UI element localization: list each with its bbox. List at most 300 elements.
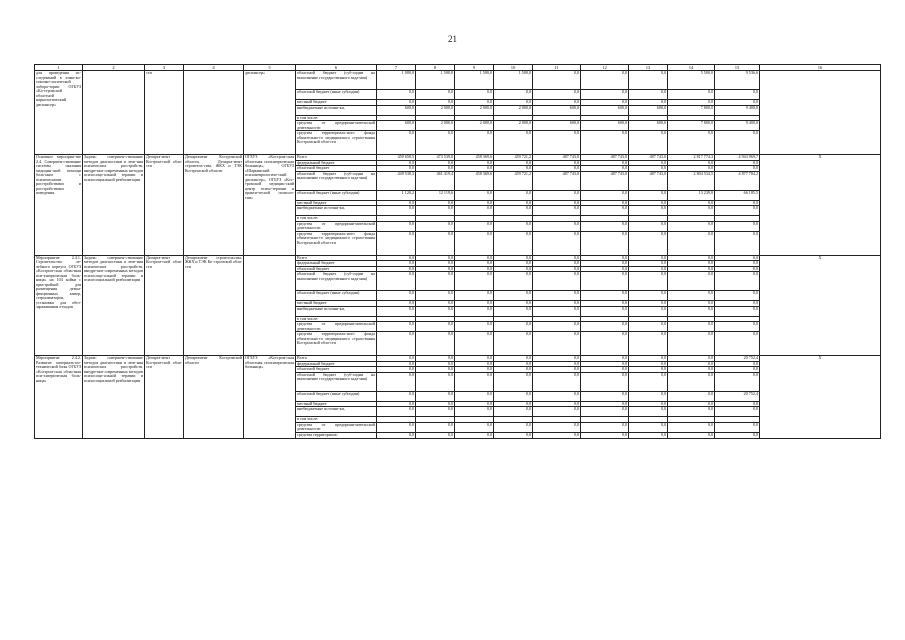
amount-cell: 0,0 (533, 361, 581, 367)
column-number: 5 (244, 65, 296, 71)
amount-cell: 0,0 (455, 255, 494, 261)
funding-source-label: местный бюджет (296, 200, 377, 206)
block-c3: сти (145, 71, 184, 155)
amount-cell: 0,0 (629, 266, 668, 272)
budget-table (34, 64, 881, 439)
amount-cell: 0,0 (494, 407, 533, 417)
amount-cell: 0,0 (629, 401, 668, 407)
funding-source-label: областной бюджет (296, 266, 377, 272)
amount-cell: 0,0 (494, 391, 533, 401)
block-c16: X (760, 356, 881, 439)
amount-cell: 0,0 (416, 266, 455, 272)
amount-cell: 0,0 (715, 160, 760, 166)
amount-cell: 0,0 (668, 291, 715, 301)
funding-source-label: в том числе: (296, 417, 377, 423)
amount-cell: 0,0 (581, 322, 629, 332)
block-c1: Мероприятие 2.4.1. Строительство ле-чебного корпуса ОГБУЗ «Костром-ская областная пси-хиатрическая боль-ница» на 104 койки с пристройкой для размещения дезин-фекционных камер, стерилизаторов, установки для обез-зараживания отходов (35, 255, 83, 356)
amount-cell: 0,0 (715, 322, 760, 332)
amount-cell: 0,0 (715, 407, 760, 417)
block-c5: ОГБУЗ «Костром-ская областная психиатрическая больница», ОГБУЗ «Шарьинский психоневрологиче-ский диспансер», ОГБУЗ «Кос-тромской медицин-ский центр психо-терапии и практи-ческой психоло-гии» (244, 155, 296, 256)
table-body (35, 65, 881, 439)
amount-cell: 0,0 (494, 266, 533, 272)
amount-cell: 0,0 (533, 372, 581, 391)
funding-source-label: внебюджетные источни-ки, (296, 206, 377, 216)
amount-cell: 0,0 (377, 266, 416, 272)
amount-cell: 0,0 (455, 322, 494, 332)
amount-cell: 0,0 (581, 422, 629, 432)
amount-cell: 0,0 (416, 422, 455, 432)
funding-source-label: областной бюджет (суб-сидии на выполнение государственного зада-ния) (296, 372, 377, 391)
amount-cell: 459 721,2 (494, 155, 533, 161)
funding-source-label: в том числе: (296, 316, 377, 322)
amount-cell: 487 743,0 (533, 171, 581, 190)
amount-cell: 0,0 (494, 306, 533, 316)
funding-source-label: областной бюджет (суб-сидии на выполнение государственного зада-ния) (296, 71, 377, 90)
amount-cell: 0,0 (455, 306, 494, 316)
amount-cell: 0,0 (494, 372, 533, 391)
amount-cell: 2 000,0 (455, 121, 494, 131)
amount-cell: 0,0 (629, 291, 668, 301)
amount-cell: 0,0 (494, 221, 533, 231)
amount-cell: 20 752,4 (715, 391, 760, 401)
amount-cell: 487 743,0 (581, 171, 629, 190)
amount-cell: 600,0 (377, 121, 416, 131)
funding-source-label: областной бюджет (суб-сидии на выполнение государственного зада-ния) (296, 272, 377, 291)
amount-cell: 0,0 (377, 401, 416, 407)
budget-row (35, 71, 881, 90)
amount-cell: 0,0 (416, 131, 455, 155)
amount-cell: 0,0 (533, 206, 581, 216)
amount-cell: 0,0 (533, 432, 581, 438)
amount-cell: 0,0 (533, 422, 581, 432)
amount-cell: 0,0 (533, 221, 581, 231)
amount-cell: 0,0 (629, 261, 668, 267)
amount-cell: 0,0 (494, 272, 533, 291)
amount-cell: 0,0 (581, 90, 629, 100)
amount-cell: 0,0 (455, 166, 494, 172)
amount-cell: 0,0 (416, 306, 455, 316)
amount-cell: 4 943 969,7 (715, 155, 760, 161)
amount-cell: 0,0 (416, 332, 455, 356)
amount-cell: 0,0 (629, 131, 668, 155)
amount-cell: 0,0 (715, 266, 760, 272)
amount-cell: 0,0 (629, 432, 668, 438)
amount-cell: 0,0 (629, 306, 668, 316)
column-number: 15 (715, 65, 760, 71)
amount-cell: 0,0 (416, 90, 455, 100)
funding-source-label: местный бюджет (296, 100, 377, 106)
amount-cell: 0,0 (668, 200, 715, 206)
amount-cell: 0,0 (629, 301, 668, 307)
amount-cell: 0,0 (377, 322, 416, 332)
amount-cell: 0,0 (455, 221, 494, 231)
amount-cell: 0,0 (416, 200, 455, 206)
amount-cell: 0,0 (629, 356, 668, 362)
funding-source-label: федеральный бюджет (296, 160, 377, 166)
amount-cell: 0,0 (533, 261, 581, 267)
amount-cell: 0,0 (581, 160, 629, 166)
amount-cell: 0,0 (455, 301, 494, 307)
amount-cell: 0,0 (629, 255, 668, 261)
amount-cell: 0,0 (668, 332, 715, 356)
amount-cell: 0,0 (533, 391, 581, 401)
amount-cell: 0,0 (533, 71, 581, 90)
amount-cell: 0,0 (494, 166, 533, 172)
amount-cell: 0,0 (715, 221, 760, 231)
funding-source-label: областной бюджет (296, 166, 377, 172)
amount-cell: 0,0 (668, 361, 715, 367)
funding-source-label: средства территориаль- (296, 432, 377, 438)
amount-cell: 0,0 (715, 422, 760, 432)
funding-source-label: федеральный бюджет (296, 361, 377, 367)
amount-cell: 0,0 (668, 100, 715, 106)
block-c16: X (760, 155, 881, 256)
amount-cell: 0,0 (715, 261, 760, 267)
amount-cell: 0,0 (416, 322, 455, 332)
amount-cell: 1 500,0 (455, 71, 494, 90)
amount-cell: 0,0 (455, 422, 494, 432)
amount-cell: 0,0 (416, 231, 455, 255)
amount-cell: 0,0 (668, 261, 715, 267)
amount-cell: 0,0 (581, 372, 629, 391)
amount-cell: 0,0 (494, 100, 533, 106)
amount-cell: 0,0 (715, 306, 760, 316)
amount-cell: 0,0 (416, 372, 455, 391)
block-c2: Задача: совершен-ствование методов диагностики и лече-ния психических расстройств, внедре-ние современных методов психосоци-альной терапии и психосоциальной реабилитации (83, 155, 145, 256)
funding-source-label: средства от предприни-мательской деятельности (297, 120, 375, 130)
amount-cell: 0,0 (533, 190, 581, 200)
amount-cell: 0,0 (494, 206, 533, 216)
column-number: 10 (494, 65, 533, 71)
amount-cell: 0,0 (533, 160, 581, 166)
amount-cell: 66 185,5 (715, 190, 760, 200)
amount-cell: 0,0 (455, 361, 494, 367)
amount-cell: 0,0 (377, 272, 416, 291)
amount-cell: 0,0 (668, 266, 715, 272)
amount-cell: 0,0 (455, 206, 494, 216)
amount-cell: 0,0 (668, 407, 715, 417)
block-c4: Департамент строительства, ЖКХ и ТЭК Ко-стромской обла-сти (184, 255, 244, 356)
amount-cell: 0,0 (581, 432, 629, 438)
amount-cell: 0,0 (416, 401, 455, 407)
funding-source-label: областной бюджет (296, 367, 377, 373)
funding-source-label: Всего (296, 155, 377, 161)
amount-cell: 0,0 (668, 221, 715, 231)
funding-source-label: внебюджетные источни-ки, (296, 105, 377, 115)
amount-cell: 0,0 (715, 372, 760, 391)
block-c4: Департамент Костромской области, Департа-мент строитель-ства, ЖКХ и ТЭК Костромской области (184, 155, 244, 256)
amount-cell: 0,0 (581, 401, 629, 407)
amount-cell: 1 120,2 (377, 190, 416, 200)
amount-cell: 0,0 (533, 356, 581, 362)
block-c3: Департа-мент Костром-ской обла-сти (145, 255, 184, 356)
amount-cell: 600,0 (629, 105, 668, 115)
amount-cell: 0,0 (668, 272, 715, 291)
column-number: 6 (296, 65, 377, 71)
column-number: 11 (533, 65, 581, 71)
amount-cell: 0,0 (581, 261, 629, 267)
amount-cell: 0,0 (715, 231, 760, 255)
amount-cell: 0,0 (494, 90, 533, 100)
amount-cell: 0,0 (455, 367, 494, 373)
funding-source-label: областной бюджет (суб-сидии на выполнение государственного зада-ния) (296, 171, 377, 190)
amount-cell: 1 500,0 (416, 71, 455, 90)
block-c5: диспансер» (244, 71, 296, 155)
amount-cell: 0,0 (581, 255, 629, 261)
amount-cell: 2 000,0 (416, 105, 455, 115)
amount-cell: 458 369,6 (455, 155, 494, 161)
amount-cell: 0,0 (377, 90, 416, 100)
column-number: 12 (581, 65, 629, 71)
amount-cell: 0,0 (533, 231, 581, 255)
amount-cell: 0,0 (629, 422, 668, 432)
amount-cell: 20 752,4 (715, 356, 760, 362)
amount-cell: 0,0 (581, 190, 629, 200)
amount-cell: 0,0 (377, 261, 416, 267)
amount-cell: 0,0 (629, 332, 668, 356)
amount-cell: 487 743,0 (629, 155, 668, 161)
amount-cell: 0,0 (581, 231, 629, 255)
amount-cell: 0,0 (715, 401, 760, 407)
page-number: 21 (448, 34, 457, 44)
amount-cell: 0,0 (416, 301, 455, 307)
amount-cell: 4 877 784,2 (715, 171, 760, 190)
amount-cell: 0,0 (668, 255, 715, 261)
amount-cell: 0,0 (581, 306, 629, 316)
amount-cell: 0,0 (629, 100, 668, 106)
amount-cell: 0,0 (533, 100, 581, 106)
amount-cell: 0,0 (629, 221, 668, 231)
block-c3: Департа-мент Костром-ской обла-сти (145, 356, 184, 439)
amount-cell: 487 743,0 (629, 171, 668, 190)
amount-cell: 0,0 (455, 356, 494, 362)
funding-source-label: средства территориаль-ного фонда обязательно-го медицинского страхо-вания Костромской обла-сти (296, 231, 377, 255)
amount-cell: 0,0 (581, 221, 629, 231)
amount-cell: 0,0 (668, 231, 715, 255)
amount-cell: 0,0 (668, 372, 715, 391)
amount-cell: 473 539,0 (416, 155, 455, 161)
amount-cell: 0,0 (455, 272, 494, 291)
amount-cell: 0,0 (494, 261, 533, 267)
block-c5 (244, 255, 296, 356)
amount-cell: 0,0 (416, 391, 455, 401)
amount-cell: 0,0 (494, 301, 533, 307)
column-number: 1 (35, 65, 83, 71)
amount-cell: 0,0 (668, 301, 715, 307)
amount-cell: 0,0 (455, 332, 494, 356)
amount-cell: 449 538,3 (377, 171, 416, 190)
amount-cell: 0,0 (416, 100, 455, 106)
funding-source-label: внебюджетные источни-ки, (296, 407, 377, 417)
amount-cell: 0,0 (494, 255, 533, 261)
amount-cell: 2 000,0 (494, 105, 533, 115)
amount-cell: 0,0 (668, 401, 715, 407)
amount-cell: 0,0 (533, 272, 581, 291)
block-c1: Мероприятие 2.4.2. Развитие материаль-но-технической базы ОГБУЗ «Костром-ская областная пси-хиатрическая боль-ница» (35, 356, 83, 439)
amount-cell: 0,0 (416, 367, 455, 373)
amount-cell: 0,0 (533, 166, 581, 172)
block-c4 (184, 71, 244, 155)
column-number: 16 (760, 65, 881, 71)
amount-cell: 0,0 (455, 190, 494, 200)
amount-cell: 0,0 (629, 367, 668, 373)
amount-cell: 0,0 (581, 206, 629, 216)
amount-cell: 2 000,0 (494, 121, 533, 131)
amount-cell: 2 804 534,5 (668, 171, 715, 190)
amount-cell: 0,0 (668, 90, 715, 100)
amount-cell: 9 400,0 (715, 121, 760, 131)
amount-cell: 0,0 (455, 291, 494, 301)
funding-source-label: в том числе: (296, 216, 377, 222)
amount-cell: 0,0 (416, 160, 455, 166)
amount-cell: 0,0 (668, 206, 715, 216)
amount-cell: 458 369,6 (455, 171, 494, 190)
amount-cell: 0,0 (581, 332, 629, 356)
amount-cell: 0,0 (494, 401, 533, 407)
amount-cell: 0,0 (416, 255, 455, 261)
block-c5: ОГБУЗ «Костром-ская областная психиатрическая больница» (244, 356, 296, 439)
amount-cell: 0,0 (533, 131, 581, 155)
amount-cell: 0,0 (533, 255, 581, 261)
amount-cell: 0,0 (377, 306, 416, 316)
amount-cell: 0,0 (581, 367, 629, 373)
amount-cell: 2 000,0 (455, 105, 494, 115)
amount-cell: 0,0 (581, 166, 629, 172)
amount-cell: 9 536,6 (715, 71, 760, 90)
amount-cell: 0,0 (533, 90, 581, 100)
amount-cell: 600,0 (533, 105, 581, 115)
amount-cell: 0,0 (377, 291, 416, 301)
amount-cell: 600,0 (581, 121, 629, 131)
amount-cell: 0,0 (494, 332, 533, 356)
amount-cell: 0,0 (377, 422, 416, 432)
amount-cell: 0,0 (715, 432, 760, 438)
funding-source-label: средства территориаль-ного фонда обязательно-го медицинского страхо-вания Костромской обла-сти (296, 332, 377, 356)
amount-cell: 0,0 (581, 131, 629, 155)
amount-cell: 0,0 (377, 131, 416, 155)
funding-source-label: в том числе: (296, 115, 377, 121)
amount-cell: 0,0 (494, 231, 533, 255)
amount-cell: 0,0 (494, 131, 533, 155)
block-c2: Задача: совершен-ствование методов диагностики и лече-ния психических расстройств, внедре-ние современных методов психосоци-альной терапии и психосоциальной реабилитации (83, 356, 145, 439)
amount-cell: 0,0 (533, 332, 581, 356)
amount-cell: 0,0 (533, 407, 581, 417)
block-c3: Департа-мент Костром-ской обла-сти (145, 155, 184, 256)
amount-cell: 0,0 (715, 206, 760, 216)
amount-cell: 0,0 (629, 391, 668, 401)
amount-cell: 0,0 (668, 166, 715, 172)
amount-cell: 0,0 (416, 221, 455, 231)
amount-cell: 0,0 (668, 131, 715, 155)
amount-cell: 12 119,6 (416, 190, 455, 200)
amount-cell: 0,0 (629, 361, 668, 367)
amount-cell: 0,0 (494, 322, 533, 332)
amount-cell: 0,0 (668, 391, 715, 401)
amount-cell: 487 743,0 (533, 155, 581, 161)
amount-cell: 0,0 (668, 432, 715, 438)
amount-cell: 0,0 (455, 261, 494, 267)
amount-cell: 0,0 (668, 160, 715, 166)
funding-source-label: областной бюджет (иные субсидии) (296, 391, 377, 401)
amount-cell: 487 743,0 (581, 155, 629, 161)
amount-cell: 0,0 (668, 422, 715, 432)
funding-source-label: средства от предприни-мательской деятельности (297, 422, 375, 431)
amount-cell: 0,0 (668, 367, 715, 373)
amount-cell: 0,0 (377, 356, 416, 362)
amount-cell: 0,0 (715, 166, 760, 172)
amount-cell: 0,0 (455, 401, 494, 407)
amount-cell: 0,0 (494, 422, 533, 432)
amount-cell: 0,0 (377, 221, 416, 231)
amount-cell: 0,0 (377, 166, 416, 172)
amount-cell: 0,0 (494, 200, 533, 206)
funding-source-label: Всего (296, 255, 377, 261)
amount-cell: 0,0 (533, 401, 581, 407)
amount-cell: 0,0 (629, 90, 668, 100)
amount-cell: 0,0 (629, 166, 668, 172)
amount-cell: 0,0 (533, 266, 581, 272)
amount-cell: 0,0 (581, 272, 629, 291)
funding-source-label: средства территориаль-ного фонда обязательно-го медицинского страхо-вания Костромской обла-сти (296, 131, 377, 155)
amount-cell: 0,0 (377, 100, 416, 106)
amount-cell: 0,0 (581, 301, 629, 307)
amount-cell: 0,0 (581, 361, 629, 367)
amount-cell: 459 721,2 (494, 171, 533, 190)
amount-cell: 0,0 (629, 71, 668, 90)
amount-cell: 1 000,0 (377, 71, 416, 90)
column-number: 7 (377, 65, 416, 71)
amount-cell: 0,0 (377, 361, 416, 367)
amount-cell: 0,0 (581, 407, 629, 417)
amount-cell: 0,0 (416, 206, 455, 216)
amount-cell: 1 500,0 (494, 71, 533, 90)
amount-cell: 0,0 (494, 291, 533, 301)
amount-cell: 0,0 (533, 367, 581, 373)
amount-cell: 13 239,8 (668, 190, 715, 200)
funding-source-label: местный бюджет (296, 401, 377, 407)
amount-cell: 0,0 (668, 322, 715, 332)
column-number: 2 (83, 65, 145, 71)
amount-cell: 0,0 (715, 255, 760, 261)
amount-cell: 0,0 (416, 361, 455, 367)
amount-cell: 7 800,0 (668, 121, 715, 131)
amount-cell: 600,0 (581, 105, 629, 115)
amount-cell: 0,0 (416, 291, 455, 301)
column-number: 3 (145, 65, 184, 71)
amount-cell: 5 500,0 (668, 71, 715, 90)
funding-source-label: средства от предприни-мательской деятельности (297, 321, 375, 331)
amount-cell: 0,0 (377, 231, 416, 255)
amount-cell: 0,0 (715, 131, 760, 155)
amount-cell: 600,0 (629, 121, 668, 131)
amount-cell: 0,0 (715, 367, 760, 373)
amount-cell: 0,0 (715, 90, 760, 100)
amount-cell: 0,0 (668, 306, 715, 316)
amount-cell: 0,0 (715, 332, 760, 356)
block-c16: X (760, 255, 881, 356)
amount-cell: 0,0 (455, 407, 494, 417)
amount-cell: 450 658,5 (377, 155, 416, 161)
block-c2: Задача: совершен-ствование методов диагностики и лече-ния психических расстройств, внедре-ние современных методов психосоци-альной терапии и психосоциальной реабилитации (83, 255, 145, 356)
amount-cell: 0,0 (377, 206, 416, 216)
column-number: 4 (184, 65, 244, 71)
amount-cell: 0,0 (533, 200, 581, 206)
amount-cell: 0,0 (377, 200, 416, 206)
amount-cell: 0,0 (455, 90, 494, 100)
amount-cell: 0,0 (533, 322, 581, 332)
amount-cell: 0,0 (455, 432, 494, 438)
amount-cell: 0,0 (455, 231, 494, 255)
